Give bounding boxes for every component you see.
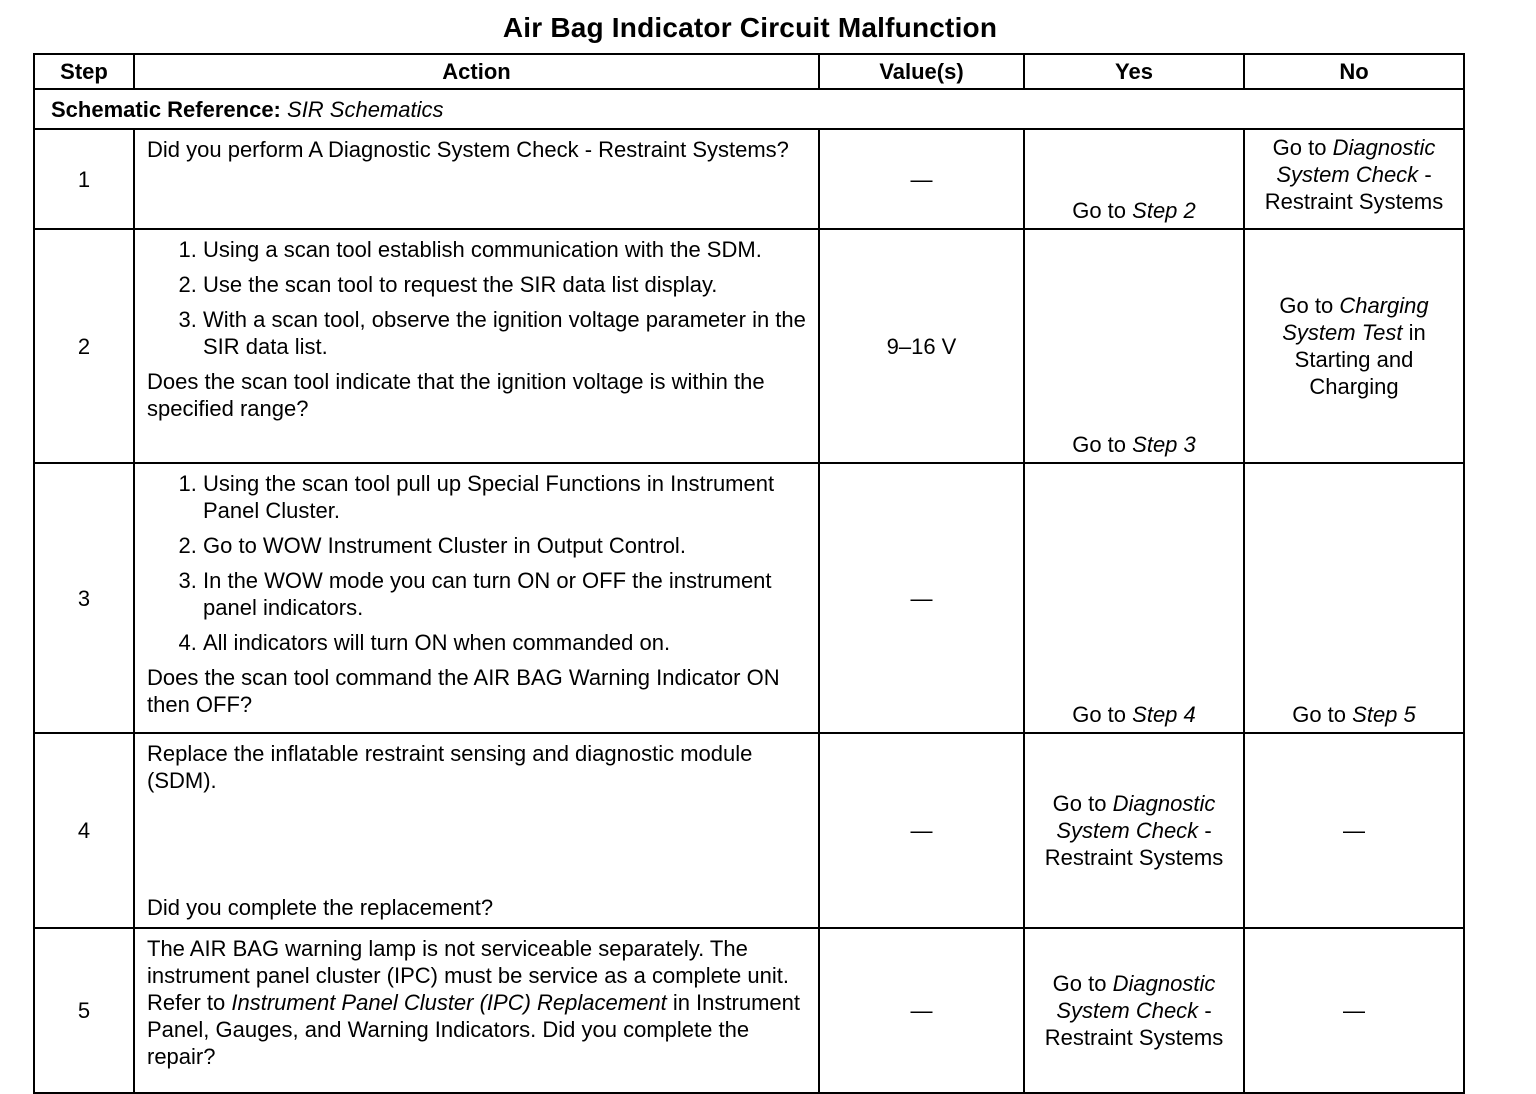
header-no: No xyxy=(1244,54,1464,89)
action-steps-list xyxy=(147,236,808,360)
table-row xyxy=(34,229,1464,463)
value-cell: 9–16 V xyxy=(819,229,1024,463)
action-cell xyxy=(134,928,819,1093)
yes-prefix: Go to xyxy=(1052,971,1107,996)
step-number: 2 xyxy=(34,229,134,463)
table-row xyxy=(34,928,1464,1093)
schematic-reference xyxy=(34,89,1464,129)
no-link[interactable]: Step 5 xyxy=(1352,702,1416,727)
schematic-reference-row xyxy=(34,89,1464,129)
no-cell xyxy=(1244,229,1464,463)
table-header-row xyxy=(34,54,1464,89)
yes-suffix: - Restraint Systems xyxy=(1044,998,1224,1050)
header-action: Action xyxy=(134,54,819,89)
diagnostic-table xyxy=(33,53,1465,1094)
yes-prefix: Go to xyxy=(1052,791,1107,816)
schematic-label: Schematic Reference: xyxy=(51,96,281,122)
no-cell: — xyxy=(1244,928,1464,1093)
list-item: 2. Go to WOW Instrument Cluster in Output Control. xyxy=(203,532,808,559)
yes-cell xyxy=(1024,928,1244,1093)
yes-prefix: Go to xyxy=(1072,702,1127,727)
no-suffix: in Starting and Charging xyxy=(1294,320,1426,399)
yes-prefix: Go to xyxy=(1072,432,1127,457)
action-steps-list xyxy=(147,470,808,656)
action-cell xyxy=(134,733,819,928)
yes-cell xyxy=(1024,229,1244,463)
no-prefix: Go to xyxy=(1272,135,1327,160)
yes-cell xyxy=(1024,129,1244,229)
no-prefix: Go to xyxy=(1292,702,1347,727)
table-row xyxy=(34,463,1464,733)
list-item: 2. Use the scan tool to request the SIR data list display. xyxy=(203,271,808,298)
action-cell xyxy=(134,129,819,229)
action-text-continued: in Instrument Panel, Gauges, and Warning Indicators. Did you complete the repair? xyxy=(147,990,800,1069)
header-values: Value(s) xyxy=(819,54,1024,89)
step-number: 1 xyxy=(34,129,134,229)
page-title: Air Bag Indicator Circuit Malfunction xyxy=(502,12,998,43)
no-cell xyxy=(1244,129,1464,229)
action-question: Did you complete the replacement? xyxy=(147,895,494,920)
yes-link[interactable]: Step 4 xyxy=(1132,702,1196,727)
action-text: Did you perform A Diagnostic System Check - Restraint Systems? xyxy=(147,137,789,162)
yes-link[interactable]: Step 2 xyxy=(1132,198,1196,223)
yes-suffix: - Restraint Systems xyxy=(1044,818,1224,870)
action-question: Does the scan tool command the AIR BAG Warning Indicator ON then OFF? xyxy=(147,665,780,717)
table-row xyxy=(34,733,1464,928)
action-question: Does the scan tool indicate that the ignition voltage is within the specified range? xyxy=(147,369,765,421)
action-text: The AIR BAG warning lamp is not serviceable separately. The instrument panel cluster (IPC) must be service as a complete unit. Refer to xyxy=(147,936,789,1015)
yes-prefix: Go to xyxy=(1072,198,1127,223)
yes-link[interactable]: Step 3 xyxy=(1132,432,1196,457)
yes-cell xyxy=(1024,463,1244,733)
no-link[interactable]: Charging System Test xyxy=(1282,293,1429,345)
table-row xyxy=(34,129,1464,229)
value-cell: — xyxy=(819,928,1024,1093)
yes-link[interactable]: Diagnostic System Check xyxy=(1056,971,1216,1023)
step-number: 3 xyxy=(34,463,134,733)
list-item: 1. Using the scan tool pull up Special Functions in Instrument Panel Cluster. xyxy=(203,470,808,524)
step-number: 5 xyxy=(34,928,134,1093)
no-cell: — xyxy=(1244,733,1464,928)
step-number: 4 xyxy=(34,733,134,928)
yes-link[interactable]: Diagnostic System Check xyxy=(1056,791,1216,843)
action-link[interactable]: Instrument Panel Cluster (IPC) Replacement xyxy=(231,990,667,1015)
list-item: 3. With a scan tool, observe the ignition voltage parameter in the SIR data list. xyxy=(203,306,808,360)
no-suffix: - Restraint Systems xyxy=(1264,162,1444,214)
header-yes: Yes xyxy=(1024,54,1244,89)
value-cell: — xyxy=(819,463,1024,733)
no-link[interactable]: Diagnostic System Check xyxy=(1276,135,1436,187)
value-cell: — xyxy=(819,733,1024,928)
list-item: 1. Using a scan tool establish communication with the SDM. xyxy=(203,236,808,263)
no-prefix: Go to xyxy=(1279,293,1334,318)
header-step: Step xyxy=(34,54,134,89)
no-cell xyxy=(1244,463,1464,733)
list-item: 4. All indicators will turn ON when commanded on. xyxy=(203,629,808,656)
schematic-link[interactable]: SIR Schematics xyxy=(287,96,444,122)
value-cell: — xyxy=(819,129,1024,229)
action-cell xyxy=(134,229,819,463)
yes-cell xyxy=(1024,733,1244,928)
list-item: 3. In the WOW mode you can turn ON or OFF the instrument panel indicators. xyxy=(203,567,808,621)
action-text: Replace the inflatable restraint sensing and diagnostic module (SDM). xyxy=(147,741,753,793)
action-cell xyxy=(134,463,819,733)
